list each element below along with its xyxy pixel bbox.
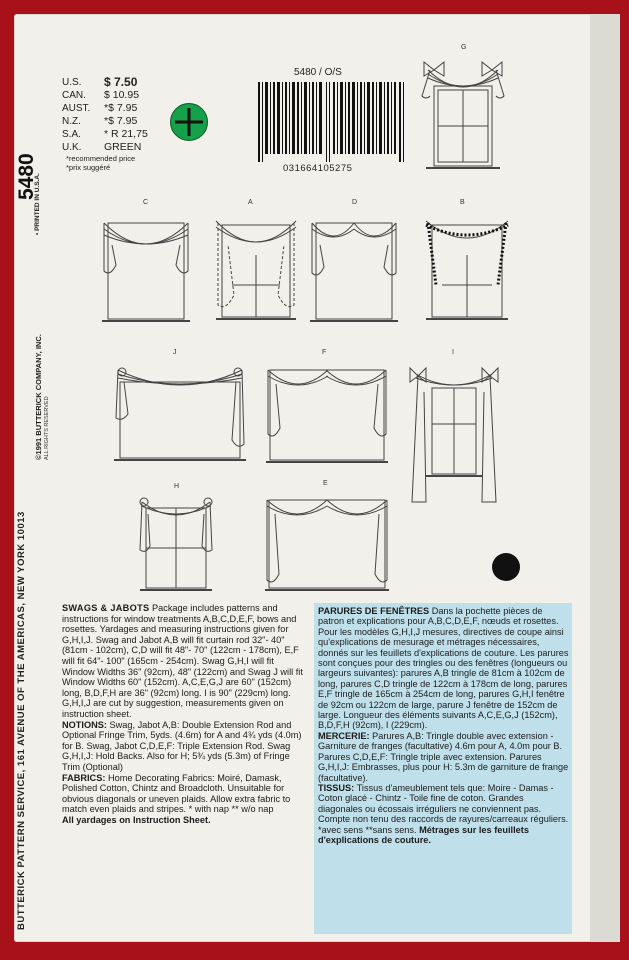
view-label-e: E (323, 480, 328, 487)
french-footer: Métrages sur les feuillets d'explications de couture. (318, 824, 529, 845)
mercerie-label: MERCERIE: (318, 730, 370, 741)
pattern-number: 5480 (15, 153, 38, 200)
mercerie-text: Parures A,B: Tringle double avec extension - Garniture de franges (facultative) 4.6m pour A, 4.0m pour B. Parures C,D,E,F: Tringle triple avec extension. Parures G,H,I,J: Embrasses, plus pour H: 5.3m de garniture de frange (facultative). (318, 730, 569, 783)
window-view-e (263, 494, 391, 596)
view-label-a: A (248, 199, 253, 206)
french-intro: Dans la pochette pièces de patron et explications pour A,B,C,D,E,F, nœuds et rosettes. Pour les modèles G,H,I,J mesures, directives de coupe ainsi qu'explications de mesurage et métrages nécessaires, donnés sur les feuillets d'explications de couture. Les parures sont conçues pour des tringles ou des fenêtres (longueurs ou largeurs suivantes): parures A,B tringle de 81cm à 102cm de long, parures C,D tringle de 122cm à 178cm de long, parures E,F tringle de 165cm à 254cm de long, parures G,H,I fenêtre de 92cm ou 122cm de large, parure J fenêtre de 152cm de large. Longueur des éléments suivants A,C,E,G,J (152cm), B,D,F,H (92cm), I (229cm). (318, 606, 569, 731)
view-label-d: D (352, 199, 358, 206)
price-list (62, 76, 148, 172)
english-intro: Package includes patterns and instructions for window treatments A,B,C,D,E,F, bows and rosettes. Yardages and measuring instructions given for G,H,I,J. Swag and Jabot A,B will fit curtain rod 32"- 40" (81cm - 102cm), C,D will fit 48"- 70" (122cm - 178cm), E,F will fit 64"- 100" (165cm - 254cm). Swag G,H,I will fit Window Widths 36" (92cm), 48" (122cm) and Swag J will fit Window Widths 60" (152cm). A,C,E,G,J are 60" (152cm) long, B,D,F,H are 36" (92cm) long. I is 90" (229cm) long. G,H,I,J are cut by suggestion, measurements given on instruction sheet. (62, 603, 303, 719)
english-description (62, 603, 308, 825)
printed-in-usa: • PRINTED IN U.S.A. (34, 173, 41, 235)
barcode-label: 5480 / O/S (294, 67, 342, 78)
fabrics-label: FABRICS: (62, 772, 106, 783)
view-label-c: C (143, 199, 149, 206)
green-price-circle-icon (170, 103, 208, 141)
price-row: CAN. $ 10.95 (62, 89, 140, 101)
price-row: S.A. * R 21,75 (62, 128, 148, 140)
french-description (318, 606, 570, 845)
view-label-b: B (460, 199, 465, 206)
price-row: AUST. *$ 7.95 (62, 102, 138, 114)
price-row: U.K. GREEN (62, 141, 142, 153)
black-dot (492, 553, 520, 581)
window-view-g (420, 56, 506, 174)
recommended-price-note: *recommended price (66, 154, 136, 163)
rights-notice: ALL RIGHTS RESERVED (44, 396, 50, 460)
publisher-address: BUTTERICK PATTERN SERVICE, 161 AVENUE OF THE AMERICAS, NEW YORK 10013 (16, 511, 27, 930)
notions-text: Swag, Jabot A,B: Double Extension Rod and Optional Fringe Trim, 5yds. (4.6m) for A and 4¾ yds (4.0m) for B. Swag, Jabot C,D,E,F: Triple Extension Rod. Swag G,H,I,J: Hold Backs. Also for H; 5¾ yds (5.3m) of Fringe Trim (Optional) (62, 719, 302, 772)
upc-number: 031664105275 (283, 163, 353, 174)
view-label-f: F (322, 349, 327, 356)
view-label-i: I (452, 349, 454, 356)
crosshair-icon (171, 104, 207, 140)
view-label-g: G (461, 44, 467, 51)
barcode (256, 82, 406, 162)
price-row: U.S. $ 7.50 (62, 75, 138, 89)
price-row: N.Z. *$ 7.95 (62, 115, 138, 127)
english-footer: All yardages on Instruction Sheet. (62, 814, 211, 825)
english-heading: SWAGS & JABOTS (62, 603, 150, 613)
view-label-h: H (174, 483, 180, 490)
window-view-j (112, 362, 248, 468)
window-view-f (264, 364, 390, 468)
tissus-label: TISSUS: (318, 782, 355, 793)
window-view-c (100, 215, 192, 327)
view-label-j: J (173, 349, 177, 356)
tissus-text: Tissus d'ameublement tels que: Moire - Damas - Coton glacé - Chintz - Toile fine de coton. Grandes diagonales ou écossais irréguliers ne conviennent pas. Compte non tenu des raccords de rayures/carreaux réguliers. *avec sens **sans sens. (318, 782, 569, 835)
prix-suggere-note: *prix suggéré (66, 163, 111, 172)
window-view-d (308, 215, 400, 327)
window-view-i (408, 362, 500, 508)
envelope-flap (590, 14, 620, 942)
fabrics-text: Home Decorating Fabrics: Moiré, Damask, Polished Cotton, Chintz and Broadcloth. Unsuitable for obvious diagonals or uneven plaids. Allow extra fabric to match even plaids and stripes. * with nap ** w/o nap (62, 772, 291, 815)
window-view-b (422, 215, 512, 327)
copyright-notice: ©1991 BUTTERICK COMPANY, INC. (34, 334, 43, 460)
notions-label: NOTIONS: (62, 719, 107, 730)
window-view-a (212, 215, 300, 327)
window-view-h (136, 494, 216, 596)
french-heading: PARURES DE FENÊTRES (318, 606, 430, 616)
